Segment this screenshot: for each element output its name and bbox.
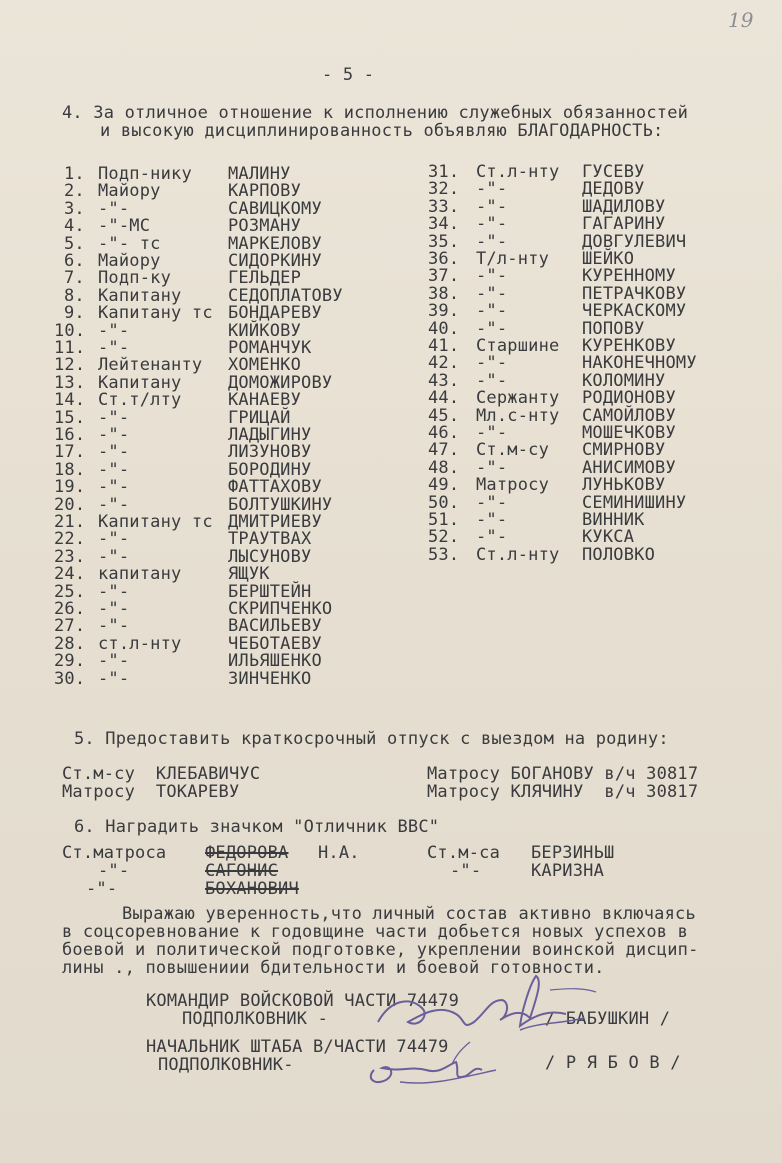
list-item-rank: Матросу	[476, 475, 550, 496]
list-item-name: БОЛТУШКИНУ	[228, 494, 333, 515]
list-item-rank: -"-	[476, 492, 508, 513]
list-item-rank: -"-	[476, 457, 508, 478]
section6-left-initials-1: Н.А.	[318, 843, 360, 863]
list-item-name: ГУСЕВУ	[582, 162, 645, 182]
list-item-name: ТРАУТВАХ	[228, 529, 312, 550]
list-item-number: 36.	[428, 249, 460, 269]
section6-heading: 6. Наградить значком "Отличник ВВС"	[74, 817, 440, 837]
section4-line1: 4. За отличное отношение к исполнению служебных обязанностей	[62, 103, 689, 123]
list-item-rank: Майору	[98, 181, 161, 202]
list-item-rank: -"-	[98, 442, 130, 463]
list-item-number: 15.	[54, 407, 86, 428]
list-item-name: СЕДОПЛАТОВУ	[228, 285, 343, 306]
list-item-number: 29.	[54, 651, 86, 672]
list-item-rank: -"-	[476, 318, 508, 339]
section5-left-1: Ст.м-су КЛЕБАВИЧУС	[62, 764, 261, 784]
section6-left-name-1: ФЕДОРОВА	[205, 843, 289, 863]
list-item-rank: Капитану тс	[98, 512, 213, 532]
list-item-name: ЗИНЧЕНКО	[228, 668, 312, 689]
list-item-rank: -"-	[476, 423, 508, 443]
list-item-name: ИЛЬЯШЕНКО	[228, 651, 322, 672]
list-item-rank: -"-	[98, 581, 130, 602]
list-item-number: 6.	[64, 251, 85, 271]
list-item-name: ДОВГУЛЕВИЧ	[582, 231, 687, 252]
list-item-number: 34.	[428, 214, 460, 235]
list-item-number: 44.	[428, 388, 460, 409]
list-item-name: ШЕЙКО	[582, 249, 635, 269]
list-item-rank: -"-	[98, 546, 130, 567]
list-item-rank: Т/л-нту	[476, 249, 550, 269]
list-item-number: 52.	[428, 527, 460, 548]
section6-right-rank-1: Ст.м-са	[427, 843, 501, 863]
list-item-rank: Ст.м-су	[476, 440, 550, 461]
list-item-name: ГАГАРИНУ	[582, 214, 666, 235]
list-item-name: МАЛИНУ	[228, 164, 291, 184]
list-item-rank: Лейтенанту	[98, 355, 203, 376]
list-item-name: БОНДАРЕВУ	[228, 303, 322, 324]
list-item-rank: Майору	[98, 251, 161, 271]
list-item-rank: -"-	[98, 198, 130, 219]
page-corner-number: 19	[728, 8, 754, 32]
list-item-number: 20.	[54, 494, 86, 515]
list-item-rank: -"-	[476, 370, 508, 391]
list-item-name: ГРИЦАЙ	[228, 407, 291, 428]
list-item-rank: Подп-нику	[98, 164, 192, 184]
closing-line-4: лины ., повышениии бдительности и боевой готовности.	[62, 958, 605, 978]
list-item-number: 3.	[64, 198, 85, 219]
list-item-number: 18.	[54, 459, 86, 480]
list-item-name: ПОЛОВКО	[582, 544, 656, 565]
list-item-number: 16.	[54, 425, 86, 445]
list-item-number: 12.	[54, 355, 86, 376]
list-item-rank: Ст.л-нту	[476, 162, 560, 182]
chief-of-staff-rank: ПОДПОЛКОВНИК-	[158, 1055, 294, 1075]
section5-heading: 5. Предоставить краткосрочный отпуск с выездом на родину:	[74, 729, 669, 749]
list-item-rank: -"-	[98, 599, 130, 619]
list-item-rank: -"-МС	[98, 216, 151, 237]
commander-name: / БАБУШКИН /	[545, 1009, 671, 1029]
list-item-number: 38.	[428, 283, 460, 304]
list-item-rank: -"-	[98, 529, 130, 550]
list-item-rank: -"-	[98, 425, 130, 445]
section6-left-name-2: САГОНИС	[205, 861, 279, 881]
section4-line2: и высокую дисциплинированность объявляю БЛАГОДАРНОСТЬ:	[100, 121, 664, 141]
list-item-rank: -"-	[98, 407, 130, 428]
closing-line-3: боевой и политической подготовке, укреплении воинской дисцип-	[62, 940, 699, 960]
list-item-rank: -"-	[476, 196, 508, 217]
list-item-name: КУРЕНКОВУ	[582, 336, 676, 356]
section6-left-rank-1: Ст.матроса	[62, 843, 167, 863]
page-number: - 5 -	[322, 65, 375, 85]
list-item-name: ВИННИК	[582, 510, 645, 530]
list-item-number: 10.	[54, 320, 86, 341]
list-item-name: МОШЕЧКОВУ	[582, 423, 676, 443]
list-item-number: 7.	[64, 268, 85, 289]
closing-line-2: в соцсоревнование к годовщине части добьется новых успехов в	[62, 922, 689, 942]
list-item-name: АНИСИМОВУ	[582, 457, 676, 478]
chief-of-staff-title: НАЧАЛЬНИК ШТАБА В/ЧАСТИ 74479	[146, 1037, 449, 1057]
list-item-number: 1.	[64, 164, 85, 184]
chief-of-staff-signature	[360, 1036, 510, 1096]
list-item-rank: -"-	[98, 459, 130, 480]
commander-rank: ПОДПОЛКОВНИК -	[182, 1009, 329, 1029]
list-item-number: 35.	[428, 231, 460, 252]
list-item-rank: -"-	[476, 231, 508, 252]
list-item-rank: -"-	[98, 651, 130, 672]
list-item-name: ДЕДОВУ	[582, 179, 645, 200]
list-item-name: ХОМЕНКО	[228, 355, 302, 376]
list-item-number: 2.	[64, 181, 85, 202]
list-item-rank: -"-	[98, 320, 130, 341]
list-item-rank: -"-	[476, 527, 508, 548]
list-item-number: 9.	[64, 303, 85, 324]
list-item-number: 50.	[428, 492, 460, 513]
list-item-number: 5.	[64, 233, 85, 254]
list-item-number: 25.	[54, 581, 86, 602]
list-item-name: ФАТТАХОВУ	[228, 477, 322, 498]
list-item-number: 22.	[54, 529, 86, 550]
list-item-rank: Сержанту	[476, 388, 560, 409]
list-item-number: 19.	[54, 477, 86, 498]
list-item-number: 13.	[54, 372, 86, 393]
commander-title: КОМАНДИР ВОЙСКОВОЙ ЧАСТИ 74479	[146, 991, 460, 1011]
closing-line-1: Выражаю уверенность,что личный состав активно включаясь	[122, 904, 696, 924]
section6-right-name-2: КАРИЗНА	[531, 861, 605, 881]
list-item-name: КИЙКОВУ	[228, 320, 302, 341]
section6-left-name-3: БОХАНОВИЧ	[205, 879, 299, 899]
list-item-name: ЧЕРКАСКОМУ	[582, 301, 687, 322]
section5-right-2: Матросу КЛЯЧИНУ в/ч 30817	[427, 782, 699, 802]
list-item-name: ПОПОВУ	[582, 318, 645, 339]
list-item-rank: -"-	[476, 353, 508, 374]
list-item-name: ЛУНЬКОВУ	[582, 475, 666, 496]
section5-right-1: Матросу БОГАНОВУ в/ч 30817	[427, 764, 699, 784]
list-item-number: 11.	[54, 338, 86, 358]
list-item-number: 46.	[428, 423, 460, 443]
list-item-number: 47.	[428, 440, 460, 461]
list-item-number: 27.	[54, 616, 86, 637]
list-item-number: 26.	[54, 599, 86, 619]
list-item-number: 43.	[428, 370, 460, 391]
list-item-rank: -"-	[476, 179, 508, 200]
list-item-number: 33.	[428, 196, 460, 217]
list-item-name: САМОЙЛОВУ	[582, 405, 676, 426]
list-item-rank: -"-	[476, 266, 508, 287]
chief-of-staff-name: / Р Я Б О В /	[545, 1053, 681, 1073]
list-item-name: КАНАЕВУ	[228, 390, 302, 411]
list-item-rank: Старшине	[476, 336, 560, 356]
list-item-name: ЛАДЫГИНУ	[228, 425, 312, 445]
list-item-number: 48.	[428, 457, 460, 478]
list-item-rank: -"-	[476, 283, 508, 304]
list-item-rank: -"-	[476, 214, 508, 235]
list-item-number: 37.	[428, 266, 460, 287]
list-item-name: БОРОДИНУ	[228, 459, 312, 480]
list-item-name: СМИРНОВУ	[582, 440, 666, 461]
list-item-rank: -"- тс	[98, 233, 161, 254]
list-item-name: ПЕТРАЧКОВУ	[582, 283, 687, 304]
list-item-rank: капитану	[98, 564, 182, 585]
list-item-rank: Мл.с-нту	[476, 405, 560, 426]
list-item-number: 4.	[64, 216, 85, 237]
section6-right-rank-2: -"-	[450, 861, 482, 881]
list-item-rank: -"-	[98, 616, 130, 637]
list-item-name: РОМАНЧУК	[228, 338, 312, 358]
list-item-number: 17.	[54, 442, 86, 463]
section6-left-rank-3: -"-	[86, 879, 118, 899]
list-item-name: ДМИТРИЕВУ	[228, 512, 322, 532]
list-item-number: 40.	[428, 318, 460, 339]
list-item-number: 8.	[64, 285, 85, 306]
list-item-name: ЛЫСУНОВУ	[228, 546, 312, 567]
list-item-number: 24.	[54, 564, 86, 585]
list-item-name: КУРЕННОМУ	[582, 266, 676, 287]
list-item-number: 41.	[428, 336, 460, 356]
list-item-number: 45.	[428, 405, 460, 426]
list-item-rank: -"-	[476, 510, 508, 530]
section6-right-name-1: БЕРЗИНЬШ	[531, 843, 615, 863]
list-item-name: ДОМОЖИРОВУ	[228, 372, 333, 393]
list-item-name: НАКОНЕЧНОМУ	[582, 353, 697, 374]
list-item-rank: Капитану	[98, 285, 182, 306]
list-item-name: САВИЦКОМУ	[228, 198, 322, 219]
list-item-rank: ст.л-нту	[98, 633, 182, 654]
list-item-rank: -"-	[98, 668, 130, 689]
list-item-number: 53.	[428, 544, 460, 565]
list-item-name: КОЛОМИНУ	[582, 370, 666, 391]
list-item-number: 39.	[428, 301, 460, 322]
list-item-rank: Ст.т/лту	[98, 390, 182, 411]
list-item-name: ВАСИЛЬЕВУ	[228, 616, 322, 637]
list-item-rank: -"-	[98, 494, 130, 515]
list-item-name: РОДИОНОВУ	[582, 388, 676, 409]
list-item-number: 31.	[428, 162, 460, 182]
list-item-rank: Ст.л-нту	[476, 544, 560, 565]
section5-left-2: Матросу ТОКАРЕВУ	[62, 782, 240, 802]
list-item-name: РОЗМАНУ	[228, 216, 302, 237]
list-item-number: 32.	[428, 179, 460, 200]
list-item-rank: Капитану тс	[98, 303, 213, 324]
list-item-rank: -"-	[98, 338, 130, 358]
list-item-number: 21.	[54, 512, 86, 532]
list-item-name: КУКСА	[582, 527, 635, 548]
list-item-number: 30.	[54, 668, 86, 689]
list-item-name: ЯЩУК	[228, 564, 270, 585]
list-item-number: 23.	[54, 546, 86, 567]
list-item-number: 51.	[428, 510, 460, 530]
list-item-name: ГЕЛЬДЕР	[228, 268, 302, 289]
list-item-rank: -"-	[98, 477, 130, 498]
list-item-name: ШАДИЛОВУ	[582, 196, 666, 217]
list-item-name: ЧЕБОТАЕВУ	[228, 633, 322, 654]
list-item-number: 28.	[54, 633, 86, 654]
list-item-name: ЛИЗУНОВУ	[228, 442, 312, 463]
list-item-rank: Подп-ку	[98, 268, 172, 289]
list-item-number: 49.	[428, 475, 460, 496]
list-item-name: СКРИПЧЕНКО	[228, 599, 333, 619]
list-item-name: СИДОРКИНУ	[228, 251, 322, 271]
section6-left-rank-2: -"-	[98, 861, 130, 881]
list-item-rank: Капитану	[98, 372, 182, 393]
list-item-rank: -"-	[476, 301, 508, 322]
list-item-name: БЕРШТЕЙН	[228, 581, 312, 602]
list-item-name: КАРПОВУ	[228, 181, 302, 202]
list-item-name: МАРКЕЛОВУ	[228, 233, 322, 254]
list-item-number: 42.	[428, 353, 460, 374]
list-item-name: СЕМИНИШИНУ	[582, 492, 687, 513]
list-item-number: 14.	[54, 390, 86, 411]
